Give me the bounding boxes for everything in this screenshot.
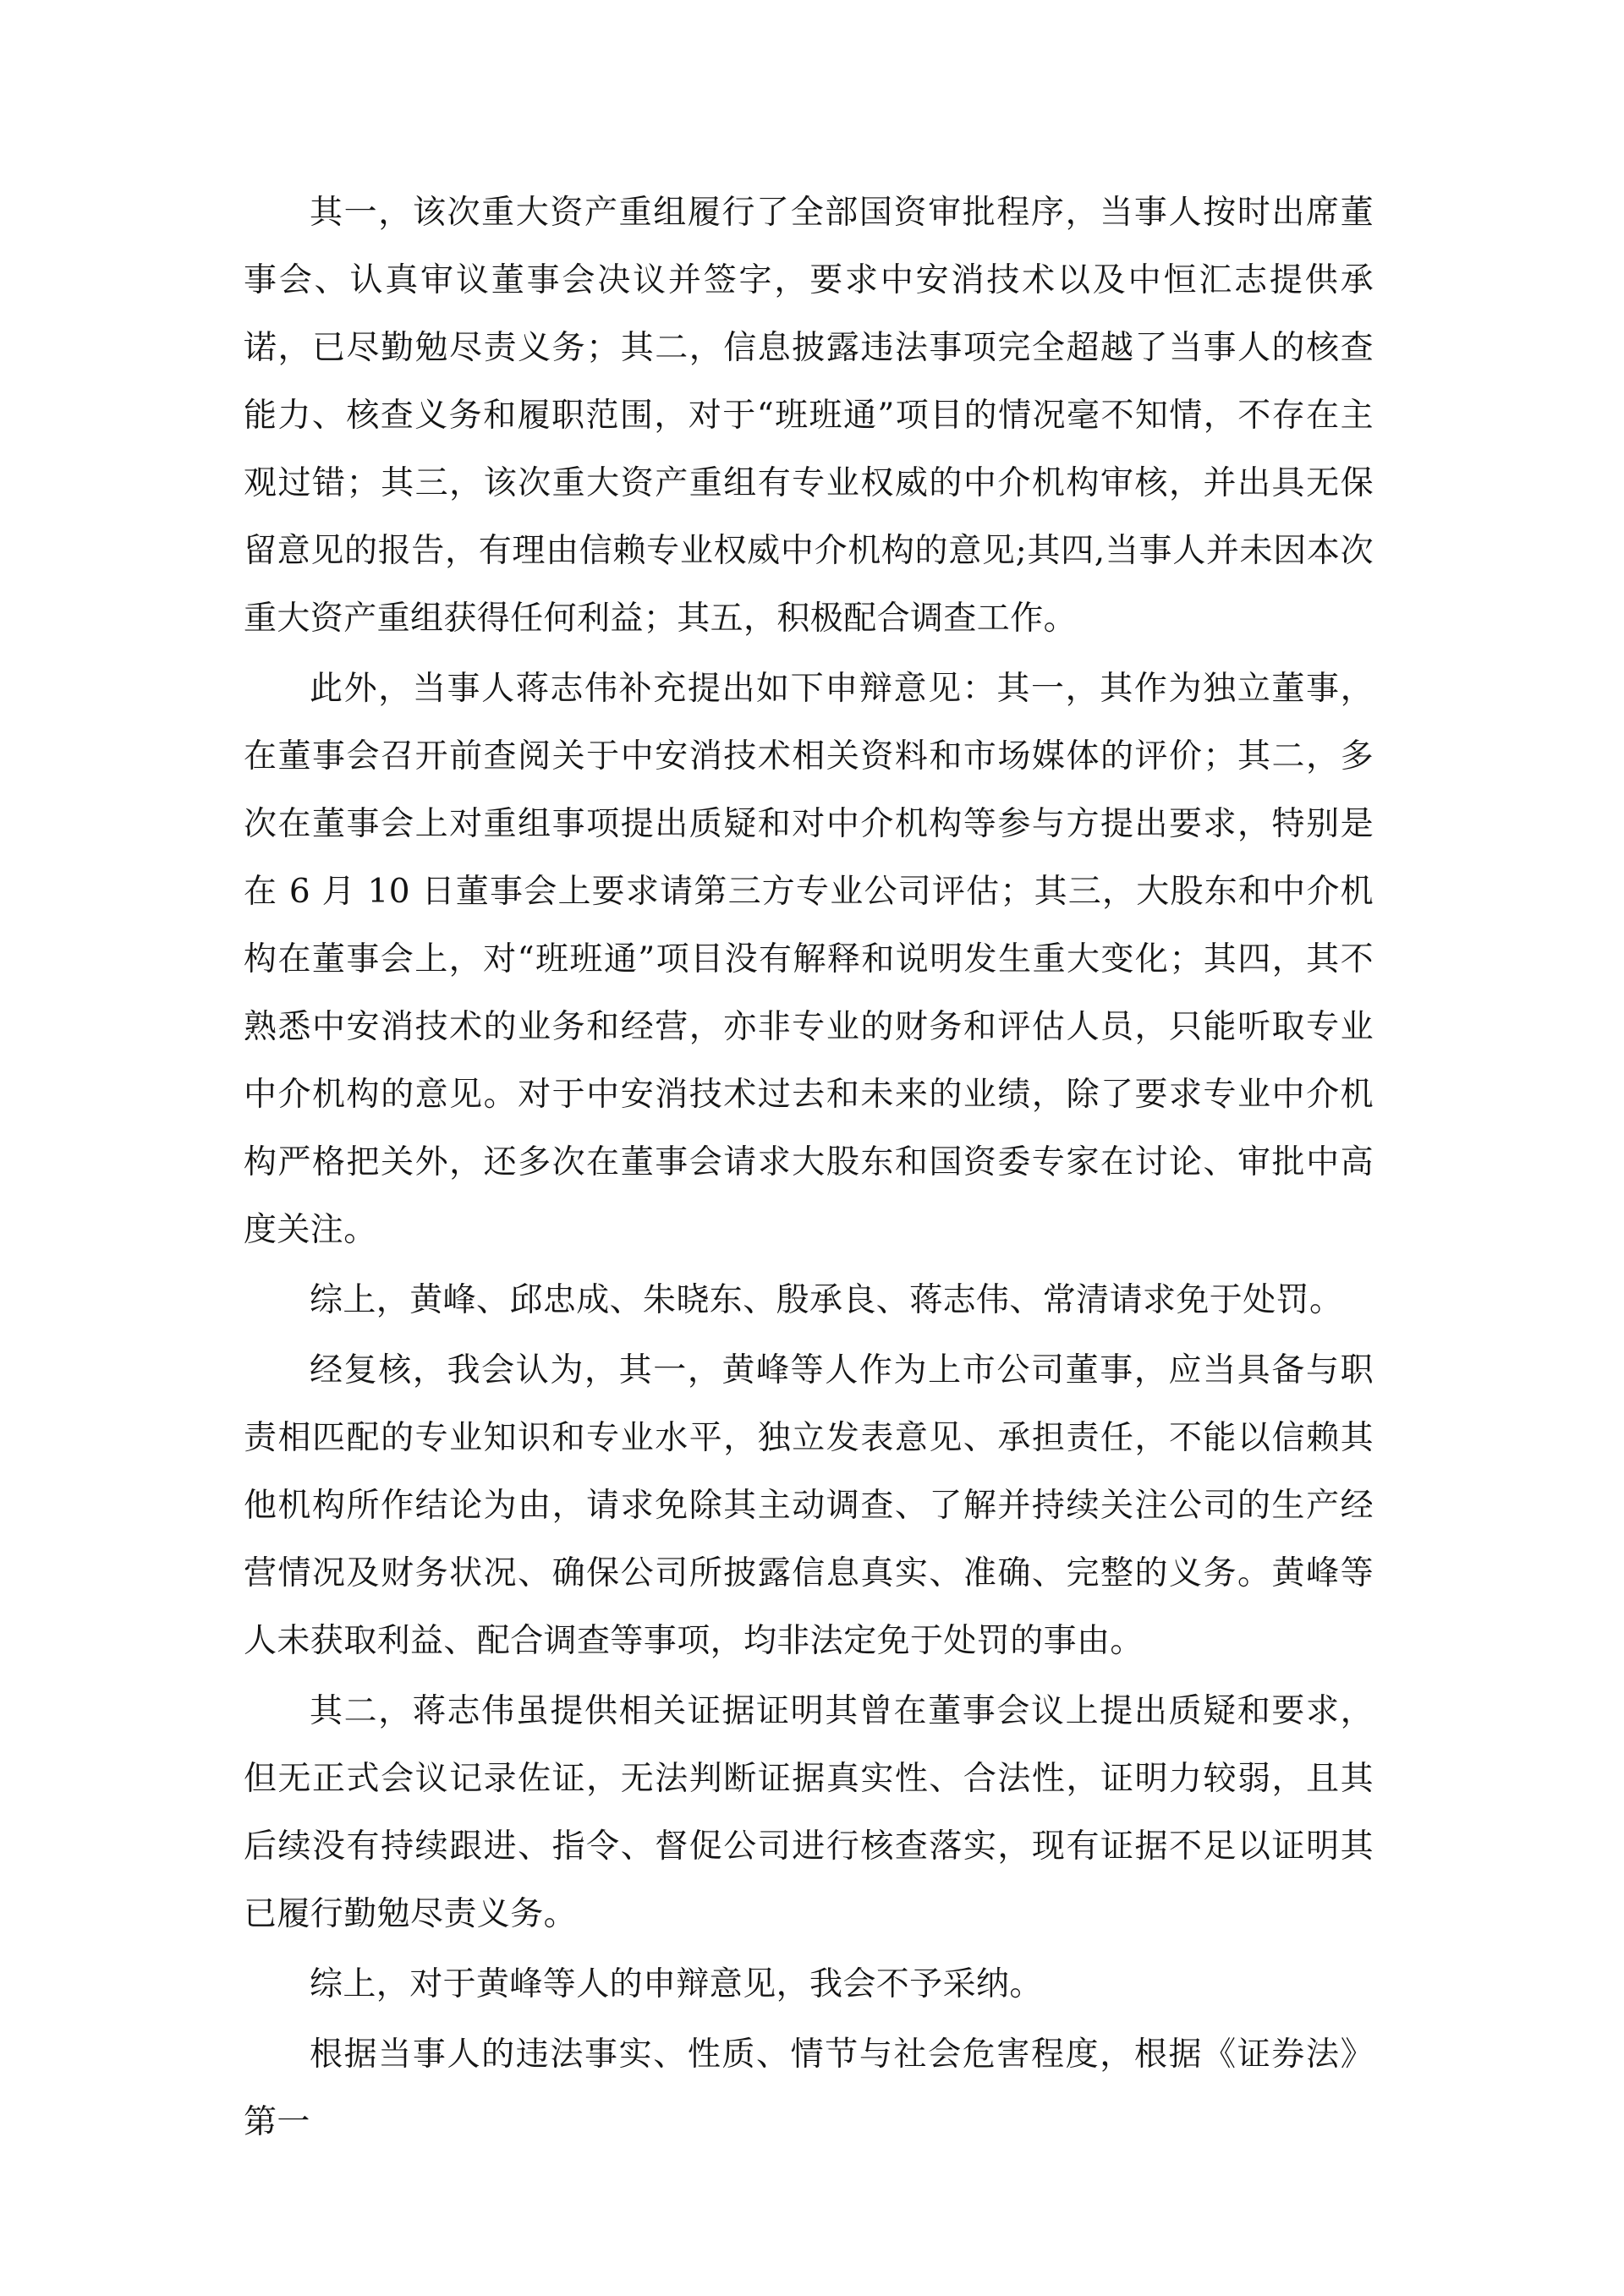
body-paragraph: 综上，对于黄峰等人的申辩意见，我会不予采纳。 [310,1965,1043,2003]
body-paragraph: 其一，该次重大资产重组履行了全部国资审批程序，当事人按时出席董事会、认真审议董事会决议并签字，要求中安消技术以及中恒汇志提供承诺，已尽勤勉尽责义务；其二，信息披露违法事项完全超越了当事人的核查能力、核查义务和履职范围，对于“班班通”项目的情况毫不知情，不存在主观过错；其三，该次重大资产重组有专业权威的中介机构审核，并出具无保留意见的报告，有理由信赖专业权威中介机构的意见;其四,当事人并未因本次重大资产重组获得任何利益；其五，积极配合调查工作。 [244,194,1374,638]
document-body [244,179,1374,2159]
body-paragraph: 根据当事人的违法事实、性质、情节与社会危害程度，根据《证券法》第一 [244,2036,1374,2141]
body-paragraph: 此外，当事人蒋志伟补充提出如下申辩意见：其一，其作为独立董事，在董事会召开前查阅关于中安消技术相关资料和市场媒体的评价；其二，多次在董事会上对重组事项提出质疑和对中介机构等参与方提出要求，特别是在 6 月 10 日董事会上要求请第三方专业公司评估；其三，大股东和中介机构在董事会上，对“班班通”项目没有解释和说明发生重大变化；其四，其不熟悉中安消技术的业务和经营，亦非专业的财务和评估人员，只能听取专业中介机构的意见。对于中安消技术过去和未来的业绩，除了要求专业中介机构严格把关外，还多次在董事会请求大股东和国资委专家在讨论、审批中高度关注。 [244,670,1374,1249]
body-paragraph: 其二，蒋志伟虽提供相关证据证明其曾在董事会议上提出质疑和要求，但无正式会议记录佐证，无法判断证据真实性、合法性，证明力较弱，且其后续没有持续跟进、指令、督促公司进行核查落实，现有证据不足以证明其已履行勤勉尽责义务。 [244,1692,1374,1933]
body-paragraph: 经复核，我会认为，其一，黄峰等人作为上市公司董事，应当具备与职责相匹配的专业知识和专业水平，独立发表意见、承担责任，不能以信赖其他机构所作结论为由，请求免除其主动调查、了解并持续关注公司的生产经营情况及财务状况、确保公司所披露信息真实、准确、完整的义务。黄峰等人未获取利益、配合调查等事项，均非法定免于处罚的事由。 [244,1351,1374,1660]
body-paragraph: 综上，黄峰、邱忠成、朱晓东、殷承良、蒋志伟、常清请求免于处罚。 [310,1281,1343,1319]
